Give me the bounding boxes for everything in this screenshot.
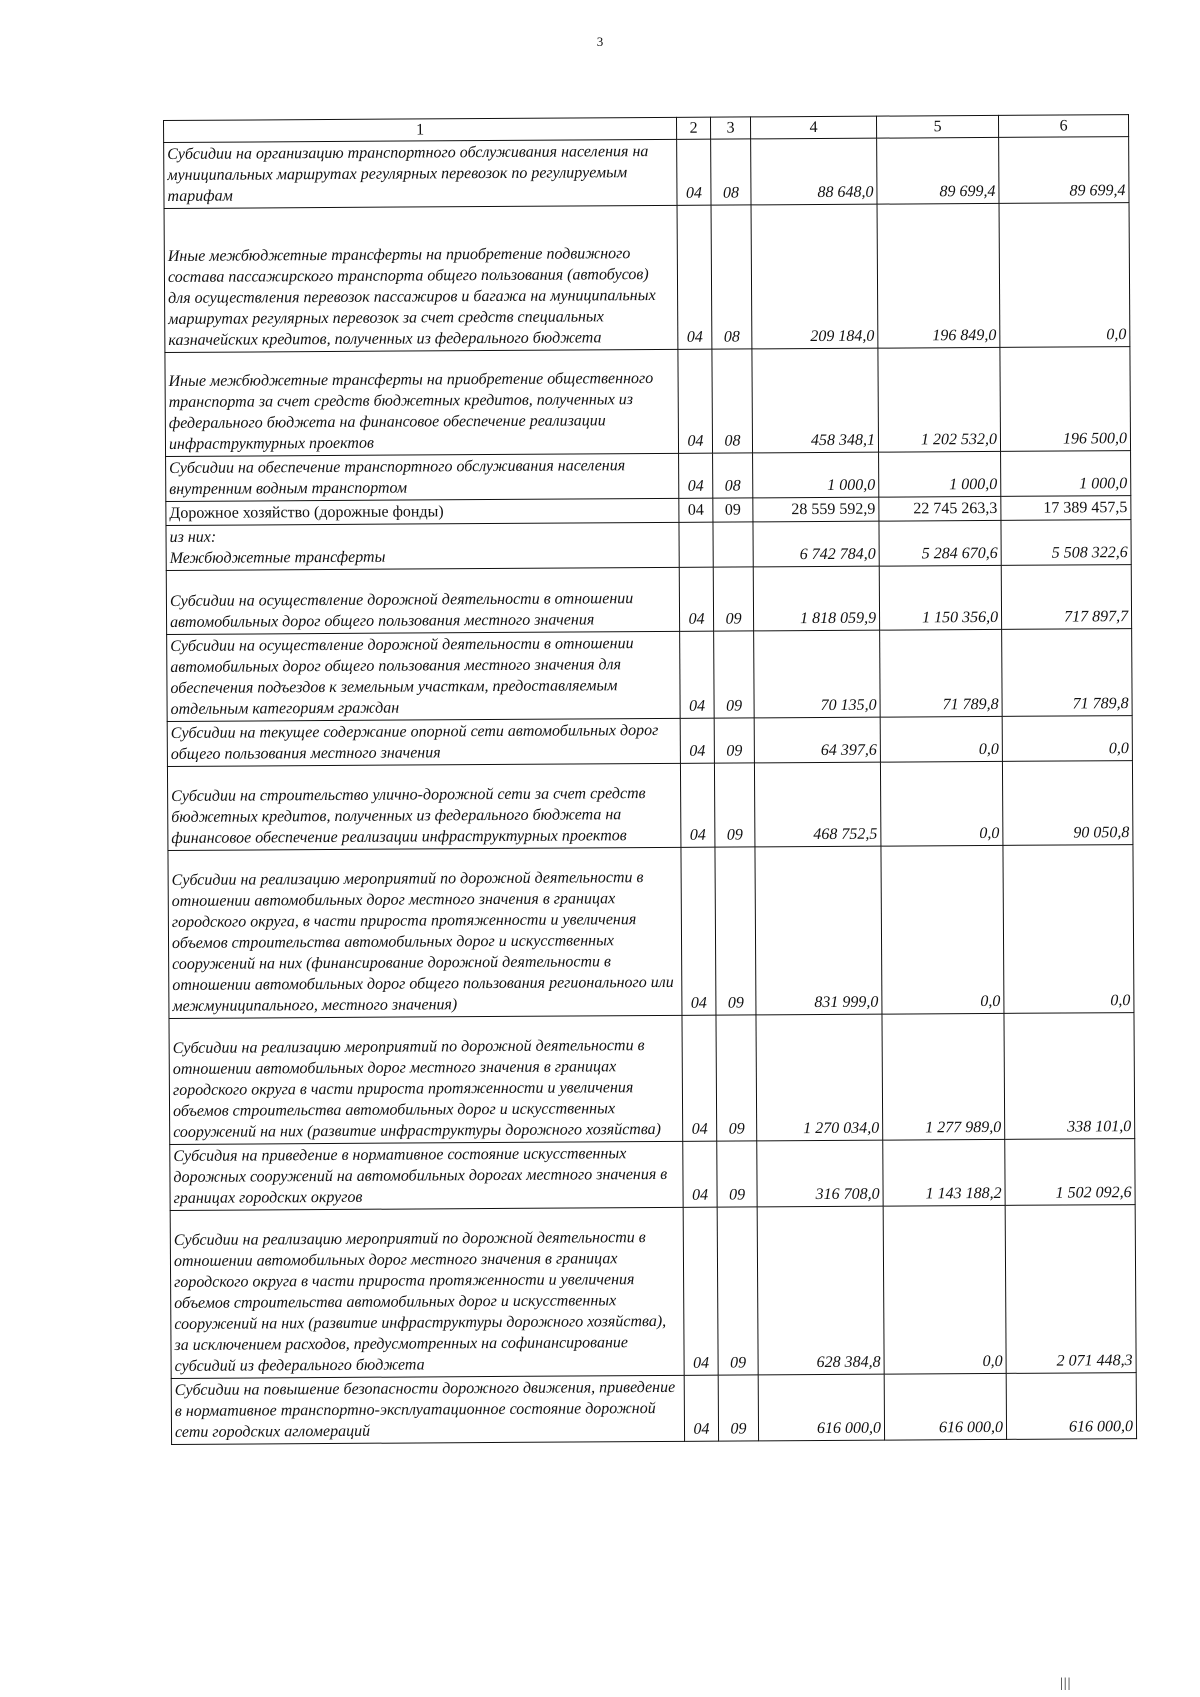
amount-col-5-cell: 616 000,0 [884, 1373, 1006, 1440]
subsection-code-cell: 09 [713, 567, 753, 631]
section-code-cell: 04 [681, 847, 716, 1015]
row-name-cell: Субсидии на осуществление дорожной деятельности в отношении автомобильных дорог общего пользования местного значения для обеспечения подъездов к земельным участкам, предоставляемым отдельным категориям граждан [167, 631, 681, 721]
amount-col-5-cell: 0,0 [883, 1205, 1006, 1374]
amount-col-6-cell: 616 000,0 [1006, 1373, 1136, 1440]
amount-col-6-cell: 71 789,8 [1002, 629, 1133, 717]
subsection-code-cell: 09 [713, 498, 753, 522]
table-row [167, 629, 1133, 722]
row-name-cell: Субсидии на реализацию мероприятий по дорожной деятельности в отношении автомобильных дорог местного значения в границах городского округа в части прироста протяженности и увеличения объемов строительства автомобильных дорог и искусственных сооружений на них (развитие инфраструктуры дорожного хозяйства) [169, 1015, 683, 1144]
row-name-cell: Субсидии на строительство улично-дорожной сети за счет средств бюджетных кредитов, полученных из федерального бюджета на финансовое обеспечение реализации инфраструктурных проектов [167, 763, 681, 850]
amount-col-5-cell: 0,0 [880, 761, 1003, 846]
subsection-code-cell: 09 [715, 847, 756, 1015]
subsection-code-cell: 09 [714, 631, 755, 718]
header-col-5: 5 [876, 115, 998, 138]
amount-col-4-cell: 316 708,0 [757, 1140, 883, 1207]
row-name-cell [166, 522, 679, 570]
section-code-cell: 04 [683, 1207, 718, 1375]
row-name-line: Межбюджетные трансферты [169, 548, 386, 567]
section-code-cell: 04 [679, 498, 713, 522]
scan-marks: ||| [1060, 1676, 1072, 1691]
section-code-cell: 04 [680, 763, 715, 847]
table-row [171, 1373, 1136, 1445]
row-name-cell: Субсидии на реализацию мероприятий по дорожной деятельности в отношении автомобильных дорог местного значения в границах городского округа в части прироста протяженности и увеличения объемов строительства автомобильных дорог и искусственных сооружений на них (развитие инфраструктуры дорожного хозяйства), за исключением расходов, предусмотренных на софинансирование субсидий из федерального бюджета [170, 1207, 684, 1378]
amount-col-6-cell: 0,0 [999, 203, 1130, 348]
section-code-cell: 04 [677, 205, 712, 349]
amount-col-4-cell: 1 818 059,9 [753, 566, 879, 631]
subsection-code-cell: 09 [714, 718, 754, 763]
row-name-cell: Иные межбюджетные трансферты на приобретение подвижного состава пассажирского транспорта общего пользования (автобусов) для осуществления перевозок пассажиров и багажа на муниципальных маршрутах регулярных перевозок за счет средств специальных казначейских кредитов, полученных из федерального бюджета [164, 205, 678, 352]
row-name-cell: Субсидии на осуществление дорожной деятельности в отношении автомобильных дорог общего пользования местного значения [166, 567, 679, 634]
amount-col-4-cell: 458 348,1 [752, 348, 879, 453]
subsection-code-cell: 09 [718, 1375, 758, 1441]
amount-col-4-cell: 70 135,0 [754, 630, 881, 718]
subsection-code-cell: 08 [712, 349, 753, 453]
amount-col-5-cell: 22 745 263,3 [879, 496, 1001, 521]
table-row [166, 451, 1131, 502]
section-code-cell: 04 [679, 453, 713, 498]
amount-col-6-cell: 717 897,7 [1001, 565, 1131, 630]
subsection-code-cell: 09 [717, 1207, 758, 1375]
amount-col-5-cell: 1 202 532,0 [878, 347, 1001, 452]
row-name-cell: Субсидия на приведение в нормативное состояние искусственных дорожных сооружений на автомобильных дорогах местного значения в границах городских округов [170, 1141, 683, 1210]
table-row [164, 137, 1129, 209]
table-row [164, 203, 1130, 353]
section-code-cell: 04 [680, 718, 714, 763]
row-name-cell: Субсидии на реализацию мероприятий по дорожной деятельности в отношении автомобильных дорог местного значения в границах городского округа, в части прироста протяженности и увеличения объемов строительства автомобильных дорог и искусственных сооружений на них (финансирование дорожной деятельности в отношении автомобильных дорог общего пользования регионального или межмуниципального, местного значения) [168, 847, 682, 1018]
amount-col-6-cell: 5 508 322,6 [1001, 520, 1131, 566]
amount-col-4-cell: 628 384,8 [757, 1206, 884, 1375]
amount-col-5-cell: 5 284 670,6 [879, 520, 1001, 566]
section-code-cell: 04 [680, 631, 715, 718]
amount-col-6-cell: 89 699,4 [999, 137, 1129, 204]
header-col-1: 1 [164, 117, 677, 142]
amount-col-6-cell: 196 500,0 [1000, 347, 1131, 452]
row-name-cell: Субсидии на обеспечение транспортного обслуживания населения внутренним водным транспортом [166, 453, 679, 501]
table-row [165, 347, 1131, 457]
header-col-3: 3 [710, 117, 750, 139]
amount-col-6-cell: 1 502 092,6 [1005, 1139, 1135, 1206]
row-name-cell: Субсидии на текущее содержание опорной сети автомобильных дорог общего пользования местного значения [167, 718, 680, 766]
amount-col-5-cell: 1 277 989,0 [882, 1013, 1005, 1140]
subsection-code-cell: 08 [711, 139, 751, 205]
row-name-cell: Субсидии на повышение безопасности дорожного движения, приведение в нормативное транспортно-эксплуатационное состояние дорожной сети городских агломераций [171, 1375, 684, 1444]
amount-col-4-cell: 88 648,0 [751, 138, 877, 205]
row-name-line: из них: [169, 528, 217, 546]
amount-col-6-cell: 0,0 [1003, 845, 1134, 1014]
header-col-6: 6 [998, 115, 1128, 138]
table-row [166, 565, 1131, 635]
amount-col-6-cell: 1 000,0 [1001, 451, 1131, 497]
amount-col-4-cell: 831 999,0 [755, 846, 882, 1015]
amount-col-5-cell: 0,0 [881, 845, 1004, 1014]
amount-col-6-cell: 90 050,8 [1002, 761, 1133, 846]
section-code-cell: 04 [684, 1375, 718, 1441]
subsection-code-cell: 09 [716, 1015, 757, 1141]
amount-col-6-cell: 338 101,0 [1004, 1013, 1135, 1140]
subsection-code-cell: 09 [714, 763, 755, 847]
amount-col-5-cell: 89 699,4 [877, 137, 999, 204]
amount-col-5-cell: 1 000,0 [879, 451, 1001, 497]
table-body [164, 137, 1137, 1445]
section-code-cell: 04 [679, 567, 713, 631]
row-name-cell: Иные межбюджетные трансферты на приобретение общественного транспорта за счет средств бюджетных кредитов, полученных из федерального бюджета на финансовое обеспечение реализации инфраструктурных проектов [165, 349, 679, 456]
amount-col-5-cell: 71 789,8 [880, 629, 1003, 717]
table-row [170, 1205, 1136, 1379]
amount-col-5-cell: 1 143 188,2 [883, 1139, 1005, 1206]
amount-col-4-cell: 209 184,0 [751, 204, 878, 349]
row-name-cell: Дорожное хозяйство (дорожные фонды) [166, 498, 679, 525]
amount-col-5-cell: 196 849,0 [877, 203, 1000, 348]
header-col-4: 4 [750, 116, 876, 139]
table-row [167, 716, 1132, 767]
section-code-cell: 04 [677, 139, 711, 205]
table-row [169, 1013, 1135, 1145]
subsection-code-cell: 08 [711, 205, 752, 349]
section-code-cell: 04 [683, 1141, 717, 1207]
amount-col-4-cell: 1 000,0 [753, 452, 879, 498]
amount-col-5-cell: 0,0 [880, 716, 1002, 762]
amount-col-6-cell: 0,0 [1002, 716, 1132, 762]
amount-col-4-cell: 468 752,5 [754, 762, 881, 847]
section-code-cell: 04 [678, 349, 713, 453]
table-row [168, 845, 1134, 1019]
subsection-code-cell: 09 [717, 1141, 757, 1207]
amount-col-5-cell: 1 150 356,0 [879, 565, 1001, 630]
amount-col-4-cell: 64 397,6 [754, 717, 880, 763]
header-col-2: 2 [676, 117, 710, 139]
amount-col-4-cell: 6 742 784,0 [753, 521, 879, 567]
amount-col-4-cell: 616 000,0 [758, 1374, 884, 1441]
section-code-cell [679, 522, 713, 567]
table-row [167, 761, 1132, 851]
page-number: 3 [596, 34, 604, 49]
amount-col-6-cell: 17 389 457,5 [1001, 496, 1131, 521]
table-row [170, 1139, 1135, 1211]
row-name-cell: Субсидии на организацию транспортного обслуживания населения на муниципальных маршрутах регулярных перевозок по регулируемым тарифам [164, 139, 677, 208]
amount-col-4-cell: 1 270 034,0 [756, 1014, 883, 1141]
section-code-cell: 04 [682, 1015, 717, 1141]
subsection-code-cell: 08 [713, 453, 753, 498]
budget-table [163, 114, 1137, 1445]
table-row [166, 520, 1131, 571]
amount-col-6-cell: 2 071 448,3 [1005, 1205, 1136, 1374]
subsection-code-cell [713, 522, 753, 567]
amount-col-4-cell: 28 559 592,9 [753, 497, 879, 522]
